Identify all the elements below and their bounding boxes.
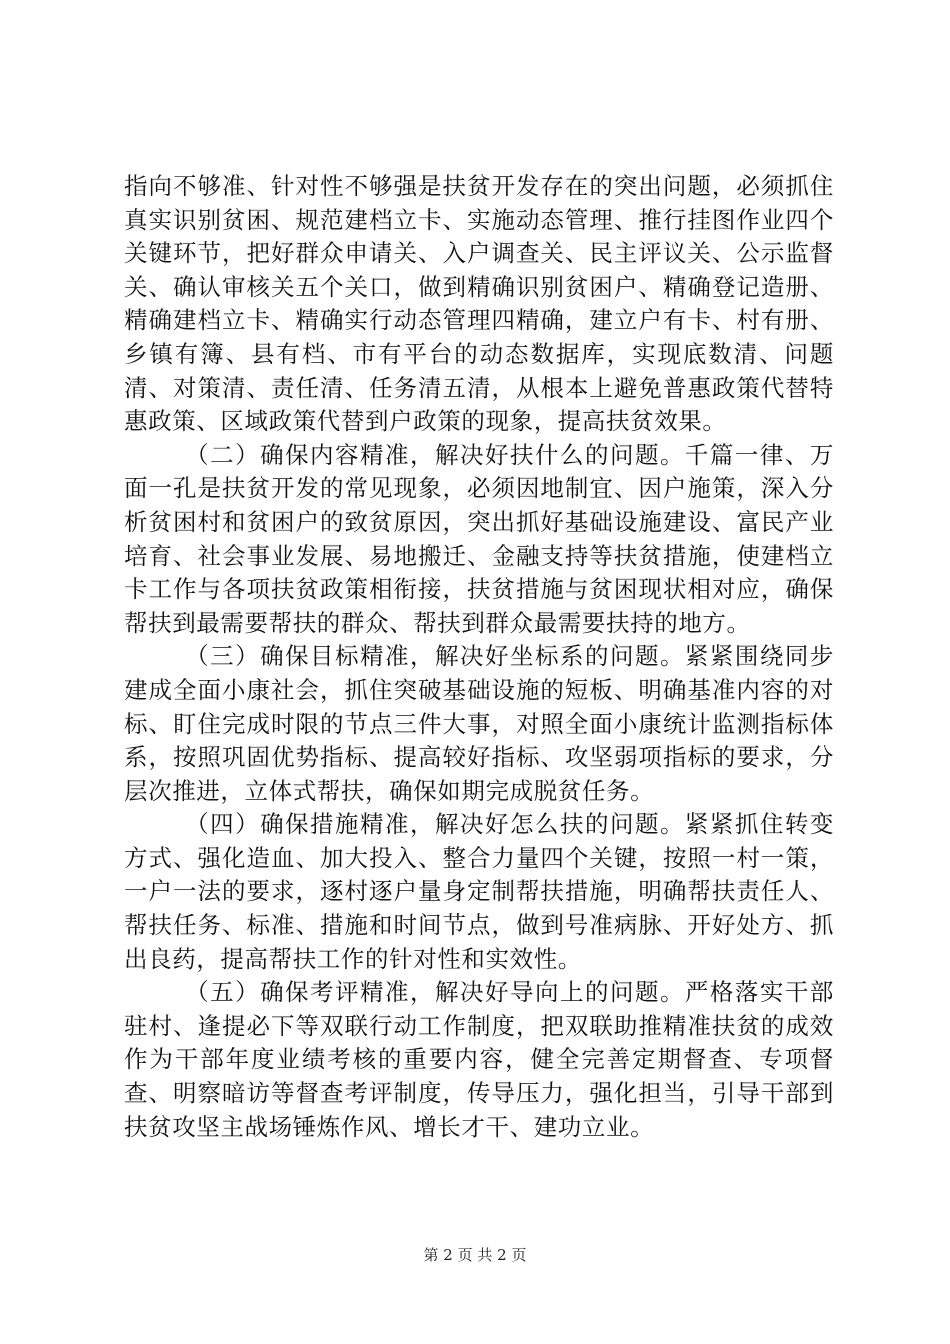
paragraph-evaluation-precision: （五）确保考评精准，解决好导向上的问题。严格落实干部驻村、逢提必下等双联行动工作制度，把双联助推精准扶贫的成效作为干部年度业绩考核的重要内容，健全完善定期督查、专项督查、明察暗访等督查考评制度，传导压力，强化担当，引导干部到扶贫攻坚主战场锤炼作风、增长才干、建功立业。 — [124, 978, 834, 1141]
paragraph-target-precision: （三）确保目标精准，解决好坐标系的问题。紧紧围绕同步建成全面小康社会，抓住突破基础设施的短板、明确基准内容的对标、盯住完成时限的节点三件大事，对照全面小康统计监测指标体系，按照巩固优势指标、提高较好指标、攻坚弱项指标的要求，分层次推进，立体式帮扶，确保如期完成脱贫任务。 — [124, 642, 834, 805]
paragraph-measure-precision: （四）确保措施精准，解决好怎么扶的问题。紧紧抓住转变方式、强化造血、加大投入、整合力量四个关键，按照一村一策，一户一法的要求，逐村逐户量身定制帮扶措施，明确帮扶责任人、帮扶任务、标准、措施和时间节点，做到号准病脉、开好处方、抓出良药，提高帮扶工作的针对性和实效性。 — [124, 810, 834, 973]
paragraph-continuation: 指向不够准、针对性不够强是扶贫开发存在的突出问题，必须抓住真实识别贫困、规范建档立卡、实施动态管理、推行挂图作业四个关键环节，把好群众申请关、入户调查关、民主评议关、公示监督关、确认审核关五个关口，做到精确识别贫困户、精确登记造册、精确建档立卡、精确实行动态管理四精确，建立户有卡、村有册、乡镇有簿、县有档、市有平台的动态数据库，实现底数清、问题清、对策清、责任清、任务清五清，从根本上避免普惠政策代替特惠政策、区域政策代替到户政策的现象，提高扶贫效果。 — [124, 172, 834, 436]
document-body — [124, 170, 834, 1144]
page-number-footer: 第 2 页 共 2 页 — [423, 1246, 527, 1264]
paragraph-content-precision: （二）确保内容精准，解决好扶什么的问题。千篇一律、万面一孔是扶贫开发的常见现象，必须因地制宜、因户施策，深入分析贫困村和贫困户的致贫原因，突出抓好基础设施建设、富民产业培育、社会事业发展、易地搬迁、金融支持等扶贫措施，使建档立卡工作与各项扶贫政策相衔接，扶贫措施与贫困现状相对应，确保帮扶到最需要帮扶的群众、帮扶到群众最需要扶持的地方。 — [124, 440, 834, 637]
